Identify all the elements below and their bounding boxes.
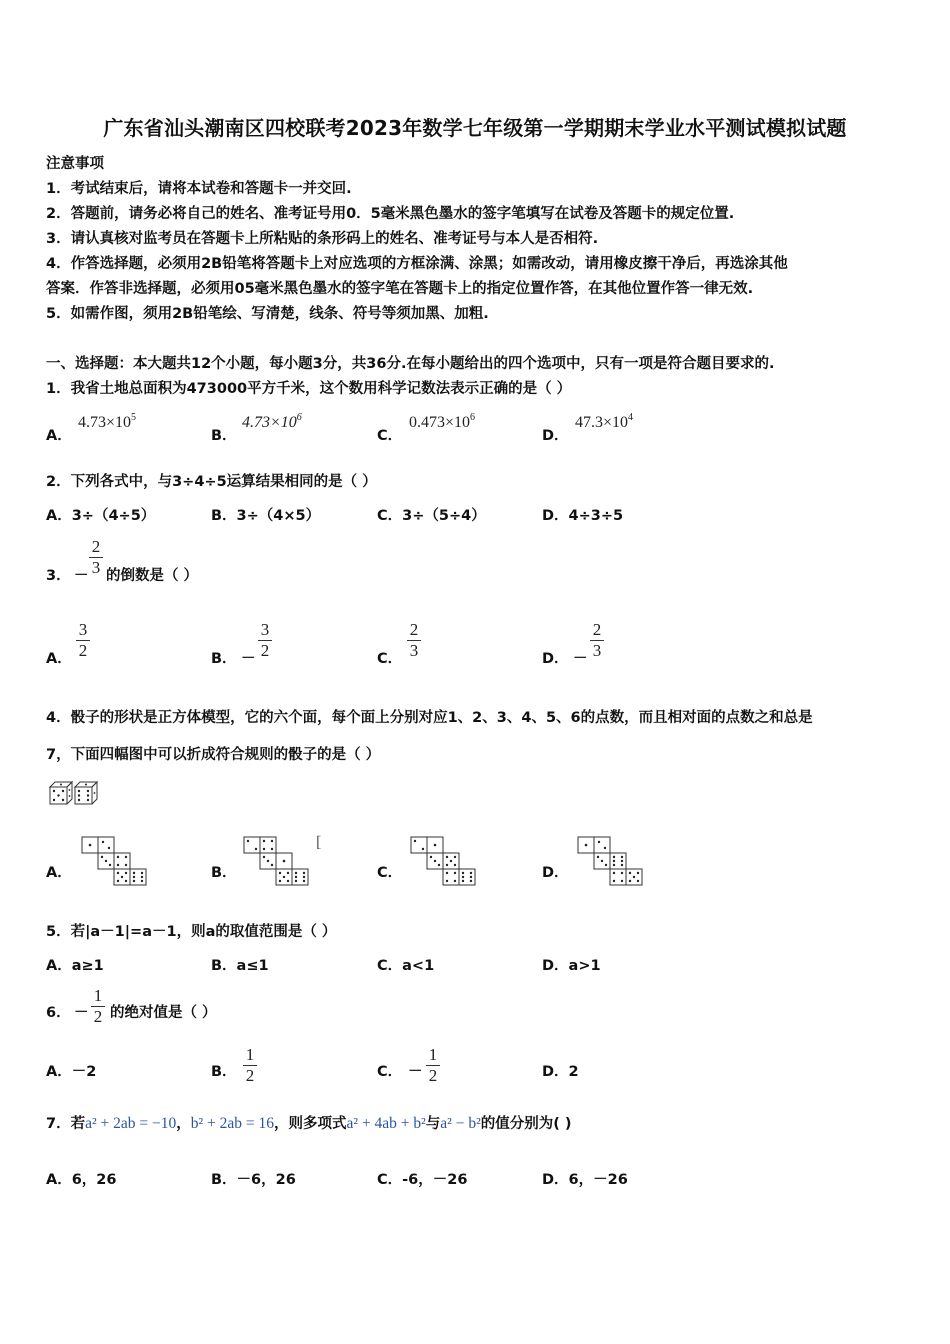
q4-stray-bracket: [ [316, 834, 322, 851]
notice-item-2: 2．答题前，请务必将自己的姓名、准考证号用0．5毫米黑色墨水的签字笔填写在试卷及答题卡的规定位置. [46, 206, 735, 222]
q7-option-b: B．－6，26 [211, 1172, 296, 1188]
q6-label-b: B． [211, 1064, 237, 1080]
q5-option-b: B．a≤1 [211, 958, 269, 974]
q7-end: 的值分别为( ) [480, 1116, 572, 1132]
q1-label-b: B． [211, 428, 237, 444]
q2-stem: 2．下列各式中，与3÷4÷5运算结果相同的是（ ） [46, 474, 377, 490]
notice-item-4: 4．作答选择题，必须用2B铅笔将答题卡上对应选项的方框涂满、涂黑；如需改动，请用橡皮擦干净后，再选涂其他 [46, 256, 788, 272]
q7-expr-1: a² + 2ab = −10 [85, 1115, 177, 1132]
q3-option-b-fraction: 3 2 [258, 621, 272, 660]
q4-stem-line1: 4．骰子的形状是正方体模型，它的六个面，每个面上分别对应1、2、3、4、5、6的点数，而且相对面的点数之和总是 [46, 710, 813, 726]
notice-item-5: 5．如需作图，须用2B铅笔绘、写清楚，线条、符号等须加黑、加粗. [46, 306, 489, 322]
q3-option-d-fraction: 2 3 [590, 621, 604, 660]
q6-number: 6． [46, 1005, 71, 1021]
q2-option-a: A．3÷（4÷5） [46, 508, 156, 524]
q7-option-d: D．6，－26 [542, 1172, 628, 1188]
notice-item-3: 3．请认真核对监考员在答题卡上所粘贴的条形码上的姓名、准考证号与本人是否相符. [46, 231, 599, 247]
q3-option-b-sign: － [241, 651, 256, 667]
q3-option-a-fraction: 3 2 [76, 621, 90, 660]
q1-label-c: C． [377, 428, 403, 444]
q3-label-d: D． [542, 651, 569, 667]
q2-option-b: B．3÷（4×5） [211, 508, 321, 524]
q4-option-d-net[interactable] [577, 836, 645, 886]
q4-option-b-net[interactable] [243, 836, 311, 886]
q4-option-a-net[interactable] [81, 836, 149, 886]
q3-option-c-fraction: 2 3 [407, 621, 421, 660]
q7-expr-3: a² + 4ab + b² [346, 1115, 426, 1132]
q5-option-a: A．a≥1 [46, 958, 104, 974]
q5-stem: 5．若|a－1|=a－1，则a的取值范围是（ ） [46, 924, 337, 940]
q7-option-c: C．-6，－26 [377, 1172, 468, 1188]
q4-option-c-net[interactable] [410, 836, 478, 886]
q6-option-d: D．2 [542, 1064, 579, 1080]
q4-label-b: B． [211, 865, 237, 881]
q3-label-a: A． [46, 651, 72, 667]
q2-option-d: D．4÷3÷5 [542, 508, 624, 524]
q6-stem-text: 的绝对值是（ ） [110, 1005, 217, 1021]
dice-cube-illustration [48, 780, 100, 806]
q1-label-a: A． [46, 428, 72, 444]
q7-stem [46, 1112, 572, 1133]
q7-mid: ，则多项式 [274, 1116, 347, 1132]
q7-expr-2: b² + 2ab = 16 [190, 1115, 274, 1132]
q6-option-b-fraction: 1 2 [243, 1046, 257, 1085]
q6-option-a: A．－2 [46, 1064, 97, 1080]
q3-number: 3． [46, 568, 71, 584]
q1-option-b: $4.73\times 10^6$ [242, 412, 302, 431]
q4-label-a: A． [46, 865, 72, 881]
q7-with: 与 [425, 1116, 441, 1132]
section-heading: 一、选择题：本大题共12个小题，每小题3分，共36分.在每小题给出的四个选项中，只有一项是符合题目要求的. [46, 356, 775, 372]
q7-expr-4: a² − b² [440, 1115, 481, 1132]
q4-label-c: C． [377, 865, 403, 881]
q7-option-a: A．6，26 [46, 1172, 117, 1188]
q5-option-c: C．a<1 [377, 958, 435, 974]
q3-stem-fraction: 2 3 [89, 538, 103, 577]
q1-option-c: $0.473\times 10^6$ [409, 412, 476, 431]
q6-option-c-sign: － [408, 1064, 423, 1080]
page-title: 广东省汕头潮南区四校联考2023年数学七年级第一学期期末学业水平测试模拟试题 [103, 116, 847, 140]
notice-item-1: 1．考试结束后，请将本试卷和答题卡一并交回. [46, 181, 352, 197]
q6-option-c-fraction: 1 2 [426, 1046, 440, 1085]
q1-stem: 1．我省土地总面积为473000平方千米，这个数用科学记数法表示正确的是（ ） [46, 381, 572, 397]
q6-label-c: C． [377, 1064, 403, 1080]
q3-minus: － [74, 568, 89, 584]
q4-label-d: D． [542, 865, 569, 881]
q7-lead: 7．若 [46, 1116, 86, 1132]
q1-option-d: $47.3\times 10^4$ [575, 412, 634, 431]
q1-label-d: D． [542, 428, 569, 444]
q7-sep: ， [176, 1116, 191, 1132]
notice-heading: 注意事项 [46, 156, 104, 172]
q4-stem-line2: 7，下面四幅图中可以折成符合规则的骰子的是（ ） [46, 747, 381, 763]
q3-label-b: B． [211, 651, 237, 667]
q3-option-d-sign: － [573, 651, 588, 667]
q6-stem-fraction: 1 2 [91, 987, 105, 1026]
q2-option-c: C．3÷（5÷4） [377, 508, 486, 524]
q1-option-a: $4.73\times 10^5$ [78, 412, 137, 431]
notice-item-4-cont: 答案．作答非选择题，必须用05毫米黑色墨水的签字笔在答题卡上的指定位置作答，在其他位置作答一律无效. [46, 281, 754, 297]
q6-minus: － [74, 1005, 89, 1021]
q3-label-c: C． [377, 651, 403, 667]
q5-option-d: D．a>1 [542, 958, 601, 974]
q3-stem-text: 的倒数是（ ） [106, 568, 199, 584]
